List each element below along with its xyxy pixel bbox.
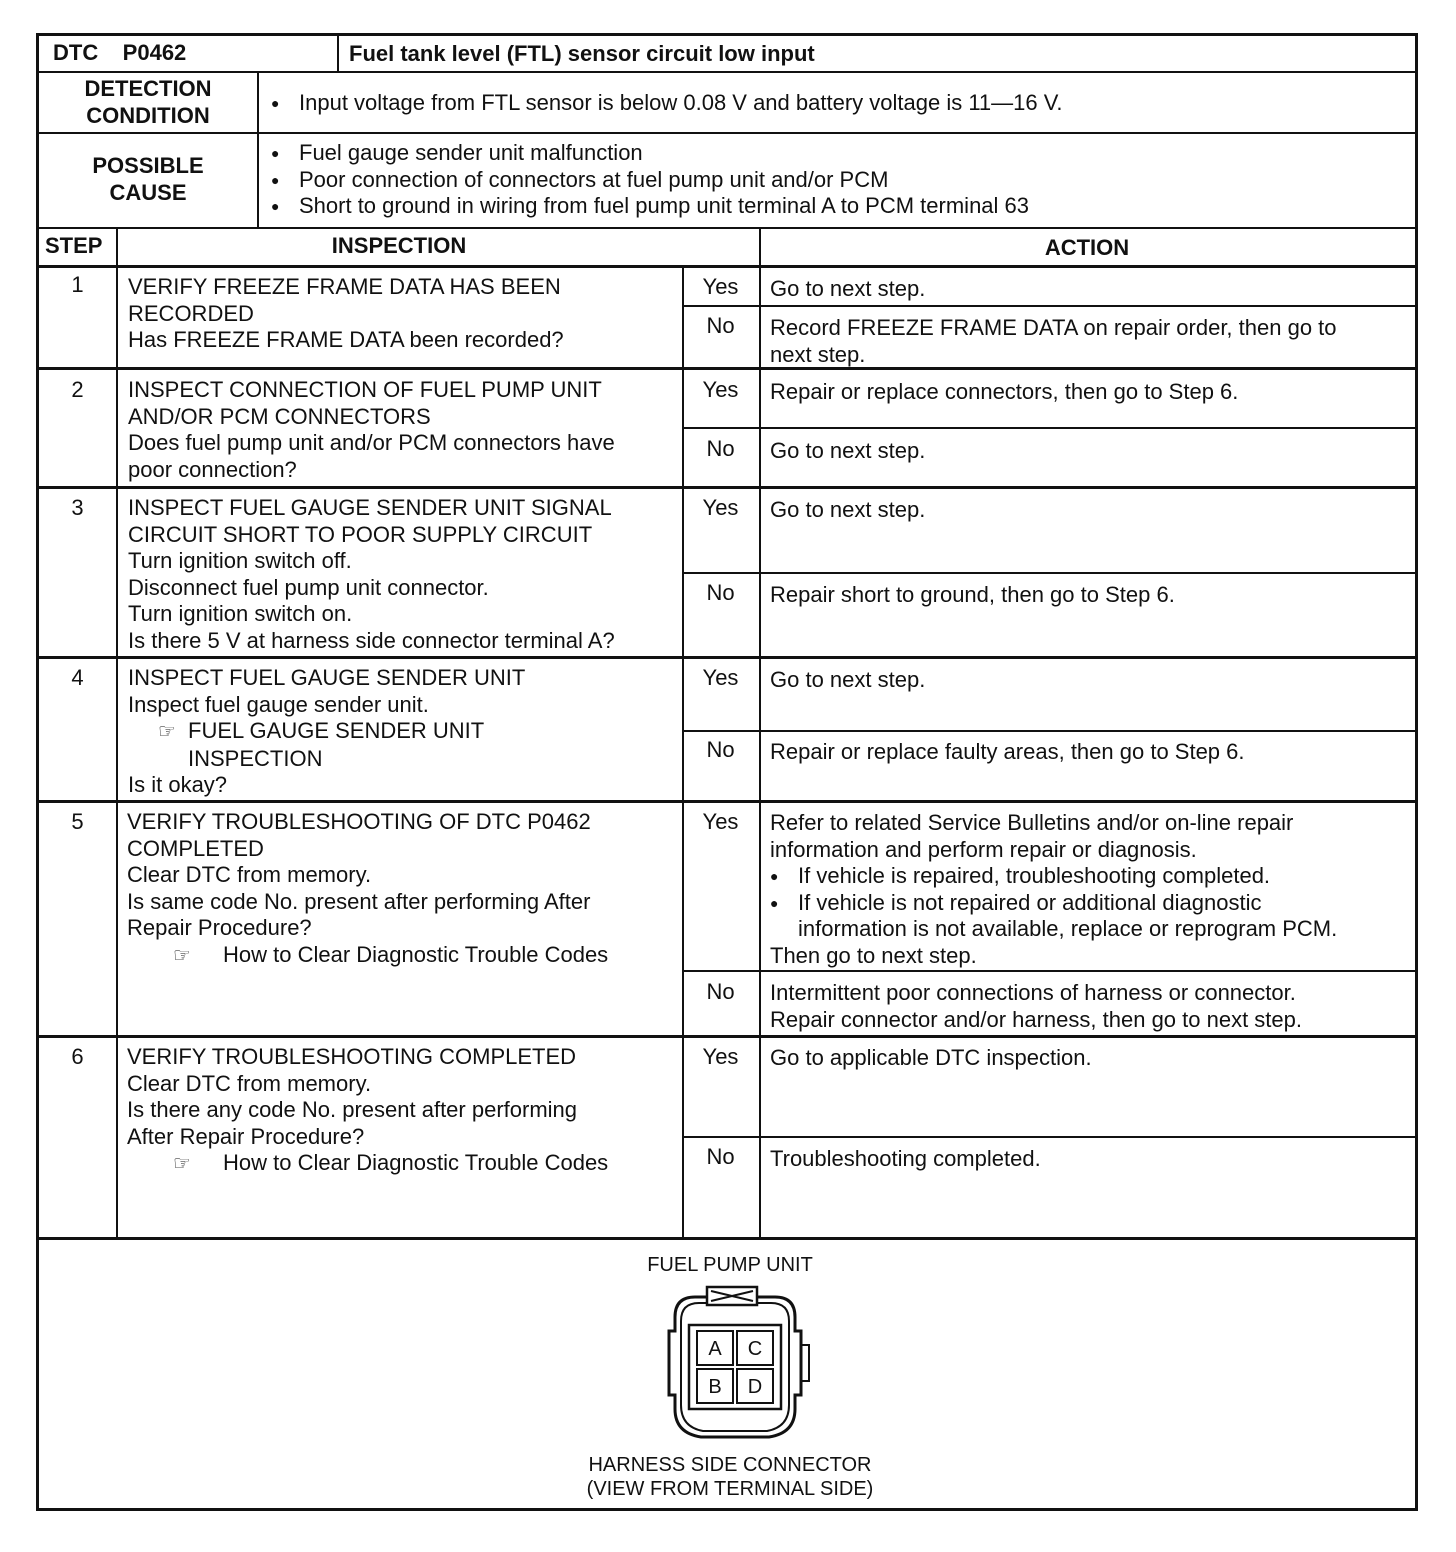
step-header: STEP: [45, 233, 103, 258]
yes-action: Go to next step.: [770, 276, 926, 301]
yes-action: Go to next step.: [770, 667, 926, 692]
yes-label: Yes: [702, 495, 739, 520]
divider: [337, 36, 339, 71]
step-number: 1: [71, 272, 84, 297]
yes-label: Yes: [702, 1044, 739, 1069]
no-label: No: [706, 1144, 735, 1169]
step-inspection: VERIFY FREEZE FRAME DATA HAS BEEN RECORDED Has FREEZE FRAME DATA been recorded?: [128, 274, 564, 352]
bullet-icon: [271, 167, 1029, 194]
cause-item: Short to ground in wiring from fuel pump unit terminal A to PCM terminal 63: [299, 193, 1030, 218]
step-inspection: VERIFY TROUBLESHOOTING COMPLETED Clear DTC from memory. Is there any code No. present after performing After Repair Procedure? ☞ How to Clear Diagnostic Trouble Codes: [127, 1044, 608, 1178]
divider: [682, 970, 1415, 972]
terminal-label: B: [708, 1376, 722, 1398]
no-action: Go to next step.: [770, 438, 926, 463]
terminal-label: A: [708, 1338, 722, 1360]
possible-cause-list: [271, 140, 1029, 220]
step-inspection: INSPECT FUEL GAUGE SENDER UNIT Inspect fuel gauge sender unit. ☞ FUEL GAUGE SENDER UNIT INSPECTION Is it okay?: [128, 665, 526, 797]
no-action: Intermittent poor connections of harness or connector. Repair connector and/or harness, then go to next step.: [770, 980, 1302, 1032]
dtc-label: DTC: [53, 40, 99, 65]
inspection-header: INSPECTION: [331, 233, 467, 258]
dtc-header: [53, 40, 186, 67]
divider: [39, 1237, 1415, 1240]
connector-caption: HARNESS SIDE CONNECTOR (VIEW FROM TERMINAL SIDE): [586, 1454, 874, 1500]
divider: [682, 1136, 1415, 1138]
no-action: Record FREEZE FRAME DATA on repair order, then go to next step.: [770, 315, 1337, 367]
pointing-hand-icon: ☞: [173, 1153, 191, 1175]
yes-label: Yes: [702, 377, 739, 402]
dtc-title: Fuel tank level (FTL) sensor circuit low input: [349, 41, 815, 66]
divider: [39, 265, 1415, 268]
bullet-icon: ● If vehicle is not repaired or additional diagnostic: [770, 890, 1337, 917]
dtc-p0462-document: [36, 33, 1418, 1511]
divider: [39, 800, 1415, 803]
divider: [39, 227, 1415, 229]
cause-item: Poor connection of connectors at fuel pump unit and/or PCM: [299, 166, 889, 192]
no-label: No: [706, 737, 735, 762]
action-header: ACTION: [1044, 235, 1130, 260]
cause-item: Fuel gauge sender unit malfunction: [299, 140, 643, 165]
no-label: No: [706, 580, 735, 605]
yes-action: Repair or replace connectors, then go to Step 6.: [770, 379, 1239, 404]
divider: [682, 427, 1415, 429]
no-label: No: [706, 436, 735, 461]
divider: [682, 730, 1415, 732]
connector-housing-inner: [681, 1303, 789, 1431]
bullet-icon: [271, 90, 1063, 117]
divider: [39, 71, 1415, 73]
divider: [116, 227, 118, 1237]
step-inspection: INSPECT CONNECTION OF FUEL PUMP UNIT AND/OR PCM CONNECTORS Does fuel pump unit and/or PCM connectors have poor connection?: [128, 377, 615, 482]
step-number: 3: [71, 495, 84, 520]
dtc-code: P0462: [122, 40, 187, 65]
yes-label: Yes: [702, 809, 739, 834]
divider: [39, 132, 1415, 134]
divider: [257, 71, 259, 227]
no-label: No: [706, 979, 735, 1004]
pointing-hand-icon: ☞: [158, 721, 176, 743]
no-action: Repair short to ground, then go to Step 6.: [770, 582, 1175, 607]
no-label: No: [706, 313, 735, 338]
bullet-icon: [271, 193, 1029, 220]
divider: [39, 486, 1415, 489]
divider: [39, 656, 1415, 659]
possible-cause-label: POSSIBLE CAUSE: [92, 153, 204, 205]
connector-diagram: [655, 1283, 815, 1445]
step-number: 6: [71, 1044, 84, 1069]
connector-title: FUEL PUMP UNIT: [647, 1254, 813, 1276]
detection-label: DETECTION CONDITION: [84, 76, 212, 128]
yes-label: Yes: [702, 274, 739, 299]
yes-label: Yes: [702, 665, 739, 690]
step-inspection: INSPECT FUEL GAUGE SENDER UNIT SIGNAL CIRCUIT SHORT TO POOR SUPPLY CIRCUIT Turn ignition switch off. Disconnect fuel pump unit connector. Turn ignition switch on. Is there 5 V at harness side connector terminal A?: [128, 495, 615, 653]
divider: [682, 572, 1415, 574]
divider: [759, 227, 761, 1237]
divider: [682, 305, 1415, 307]
divider: [39, 1035, 1415, 1038]
step-number: 2: [71, 377, 84, 402]
detection-item: Input voltage from FTL sensor is below 0.08 V and battery voltage is 11—16 V.: [299, 90, 1063, 115]
no-action: Troubleshooting completed.: [770, 1146, 1041, 1171]
detection-list: [271, 90, 1063, 117]
no-action: Repair or replace faulty areas, then go to Step 6.: [770, 739, 1245, 764]
step-inspection: VERIFY TROUBLESHOOTING OF DTC P0462 COMPLETED Clear DTC from memory. Is same code No. present after performing After Repair Procedure? ☞ How to Clear Diagnostic Trouble Codes: [127, 809, 608, 969]
terminal-block: [689, 1325, 781, 1409]
yes-action: Refer to related Service Bulletins and/or on-line repair information and perform repair or diagnosis. ● If vehicle is repaired, troubleshooting completed. ● If vehicle is not repaired or additional diagnostic information is not available, replace or reprogram PCM. Then go to next step.: [770, 810, 1337, 969]
step-number: 4: [71, 665, 84, 690]
yes-action: Go to next step.: [770, 497, 926, 522]
bullet-icon: ● If vehicle is repaired, troubleshooting completed.: [770, 863, 1337, 890]
pointing-hand-icon: ☞: [173, 944, 191, 967]
terminal-label: C: [747, 1338, 763, 1360]
terminal-label: D: [747, 1376, 763, 1398]
yes-action: Go to applicable DTC inspection.: [770, 1045, 1092, 1070]
step-number: 5: [71, 809, 84, 834]
bullet-icon: [271, 140, 1029, 167]
